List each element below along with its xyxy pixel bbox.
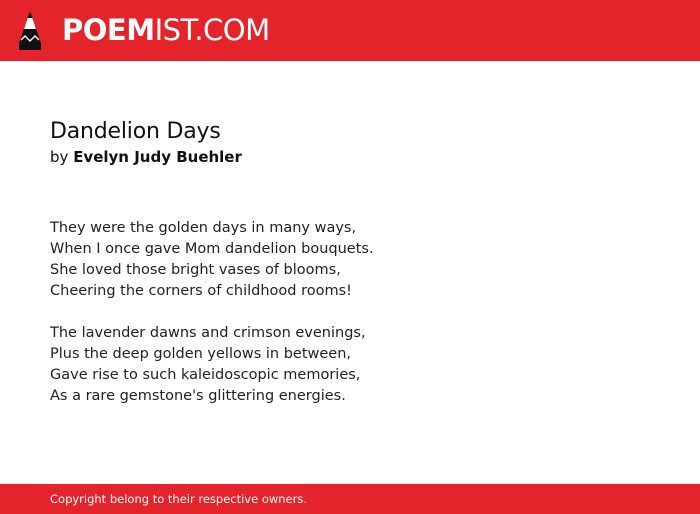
poem-line: As a rare gemstone's glittering energies.: [50, 388, 346, 404]
byline: [50, 147, 650, 167]
stanza: [50, 218, 650, 302]
poem-line: Gave rise to such kaleidoscopic memories,: [50, 367, 361, 383]
brand-light: IST.COM: [154, 13, 270, 47]
poem-line: They were the golden days in many ways,: [50, 220, 357, 236]
brand-bold: POEM: [62, 13, 155, 47]
site-header: [0, 0, 700, 61]
poem-line: She loved those bright vases of blooms,: [50, 262, 341, 278]
poem-heading: [50, 118, 650, 167]
author-name: Evelyn Judy Buehler: [73, 148, 242, 166]
by-label: by: [50, 148, 69, 166]
poem-line: Plus the deep golden yellows in between,: [50, 346, 352, 362]
poem-line: Cheering the corners of childhood rooms!: [50, 283, 352, 299]
pencil-tip-icon[interactable]: [17, 9, 43, 51]
poem-line: The lavender dawns and crimson evenings,: [50, 325, 366, 341]
copyright-text: Copyright belong to their respective owners.: [50, 492, 308, 506]
stanza: [50, 323, 650, 407]
poem-body: [50, 218, 650, 428]
poem-line: When I once gave Mom dandelion bouquets.: [50, 241, 374, 257]
site-logo-link[interactable]: [62, 13, 270, 47]
site-footer: [0, 484, 700, 514]
poem-title: Dandelion Days: [50, 119, 221, 144]
